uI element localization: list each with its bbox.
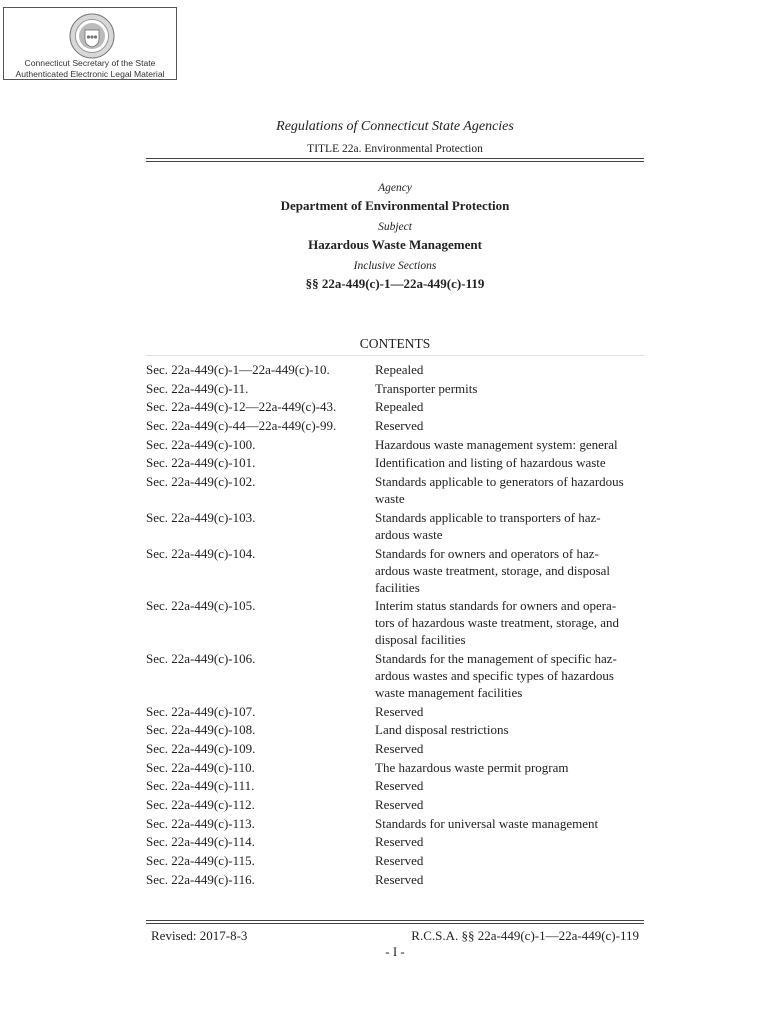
description-line: Standards applicable to generators of hazardous <box>375 474 624 490</box>
description-line: Standards applicable to transporters of haz- <box>375 509 601 525</box>
section-description <box>375 361 644 378</box>
section-description <box>375 473 644 507</box>
description-line: Standards for universal waste management <box>375 815 599 831</box>
contents-row <box>146 380 644 397</box>
section-description <box>375 740 644 757</box>
contents-row <box>146 871 644 888</box>
page-number: - I - <box>385 944 405 959</box>
description-line: Reserved <box>375 778 424 794</box>
section-number: Sec. 22a-449(c)-115. <box>146 853 255 869</box>
section-description <box>375 721 644 738</box>
regulations-title: Regulations of Connecticut State Agencies <box>276 119 514 134</box>
section-description <box>375 380 644 397</box>
contents-row <box>146 545 644 596</box>
section-number: Sec. 22a-449(c)-11. <box>146 380 249 396</box>
section-description <box>375 703 644 720</box>
inclusive-label: Inclusive Sections <box>353 260 437 272</box>
description-line: Reserved <box>375 834 424 850</box>
contents-row <box>146 703 644 720</box>
section-description <box>375 650 644 701</box>
contents-row <box>146 796 644 813</box>
description-line: ardous waste <box>375 526 443 542</box>
section-description <box>375 545 644 596</box>
contents-rule <box>146 355 644 356</box>
section-number: Sec. 22a-449(c)-108. <box>146 722 256 738</box>
section-description <box>375 796 644 813</box>
contents-row <box>146 361 644 378</box>
agency-name: Department of Environmental Protection <box>280 198 510 213</box>
section-number: Sec. 22a-449(c)-44—22a-449(c)-99. <box>146 418 337 434</box>
contents-row <box>146 597 644 648</box>
section-number: Sec. 22a-449(c)-104. <box>146 545 256 561</box>
contents-row <box>146 852 644 869</box>
stamp-line-1: Connecticut Secretary of the State <box>24 58 156 68</box>
authentication-stamp <box>3 7 177 80</box>
description-line: Reserved <box>375 418 424 434</box>
subject-name: Hazardous Waste Management <box>308 237 482 252</box>
description-line: ardous wastes and specific types of hazardous <box>375 667 614 683</box>
section-number: Sec. 22a-449(c)-106. <box>146 650 256 666</box>
contents-row <box>146 833 644 850</box>
description-line: Repealed <box>375 399 424 415</box>
contents-heading: CONTENTS <box>359 336 431 351</box>
description-line: waste management facilities <box>375 684 523 700</box>
description-line: Standards for owners and operators of haz- <box>375 545 599 561</box>
section-number: Sec. 22a-449(c)-112. <box>146 797 255 812</box>
description-line: Interim status standards for owners and opera- <box>375 598 617 614</box>
contents-row <box>146 509 644 543</box>
inclusive-sections: §§ 22a-449(c)-1—22a-449(c)-119 <box>305 276 485 291</box>
section-description <box>375 417 644 434</box>
description-line: Repealed <box>375 362 424 377</box>
revised-date: Revised: 2017-8-3 <box>151 928 248 943</box>
section-description <box>375 815 644 832</box>
contents-row <box>146 721 644 738</box>
contents-row <box>146 398 644 415</box>
description-line: Hazardous waste management system: general <box>375 436 618 452</box>
section-description <box>375 777 644 794</box>
section-number: Sec. 22a-449(c)-113. <box>146 815 255 831</box>
table-of-contents <box>146 361 644 889</box>
contents-row <box>146 650 644 701</box>
section-number: Sec. 22a-449(c)-105. <box>146 598 256 614</box>
section-number: Sec. 22a-449(c)-111. <box>146 778 255 794</box>
description-line: Reserved <box>375 871 424 887</box>
contents-row <box>146 759 644 776</box>
description-line: tors of hazardous waste treatment, storage, and <box>375 615 620 631</box>
section-number: Sec. 22a-449(c)-100. <box>146 436 256 452</box>
description-line: disposal facilities <box>375 632 466 648</box>
description-line: ardous waste treatment, storage, and disposal <box>375 562 611 578</box>
section-description <box>375 454 644 471</box>
section-number: Sec. 22a-449(c)-116. <box>146 871 255 887</box>
contents-row <box>146 417 644 434</box>
section-description <box>375 833 644 850</box>
section-number: Sec. 22a-449(c)-103. <box>146 509 256 525</box>
section-description <box>375 759 644 776</box>
title-line: TITLE 22a. Environmental Protection <box>307 143 483 155</box>
description-line: Transporter permits <box>375 380 478 396</box>
section-description <box>375 436 644 453</box>
section-number: Sec. 22a-449(c)-110. <box>146 759 255 775</box>
section-description <box>375 597 644 648</box>
section-number: Sec. 22a-449(c)-102. <box>146 474 256 490</box>
section-description <box>375 871 644 888</box>
state-seal-icon <box>69 13 115 59</box>
description-line: The hazardous waste permit program <box>375 759 569 775</box>
contents-row <box>146 740 644 757</box>
description-line: Standards for the management of specific haz- <box>375 650 617 666</box>
contents-row <box>146 777 644 794</box>
section-number: Sec. 22a-449(c)-101. <box>146 455 256 471</box>
description-line: Reserved <box>375 853 424 869</box>
section-description <box>375 509 644 543</box>
stamp-line-2: Authenticated Electronic Legal Material <box>15 68 165 79</box>
subject-label: Subject <box>378 221 412 233</box>
description-line: Identification and listing of hazardous waste <box>375 455 606 471</box>
description-line: facilities <box>375 579 420 595</box>
section-number: Sec. 22a-449(c)-12—22a-449(c)-43. <box>146 399 337 415</box>
citation: R.C.S.A. §§ 22a-449(c)-1—22a-449(c)-119 <box>411 928 639 943</box>
description-line: Reserved <box>375 797 424 812</box>
section-description <box>375 398 644 415</box>
section-description <box>375 852 644 869</box>
contents-row <box>146 473 644 507</box>
description-line: waste <box>375 491 405 507</box>
contents-row <box>146 454 644 471</box>
contents-row <box>146 436 644 453</box>
description-line: Reserved <box>375 703 424 719</box>
section-number: Sec. 22a-449(c)-114. <box>146 834 255 850</box>
section-number: Sec. 22a-449(c)-1—22a-449(c)-10. <box>146 362 330 377</box>
description-line: Land disposal restrictions <box>375 722 509 738</box>
header-rule <box>146 158 644 162</box>
footer-rule <box>146 920 644 924</box>
section-number: Sec. 22a-449(c)-107. <box>146 703 256 719</box>
section-number: Sec. 22a-449(c)-109. <box>146 740 256 756</box>
agency-label: Agency <box>378 182 412 194</box>
contents-row <box>146 815 644 832</box>
description-line: Reserved <box>375 740 424 756</box>
